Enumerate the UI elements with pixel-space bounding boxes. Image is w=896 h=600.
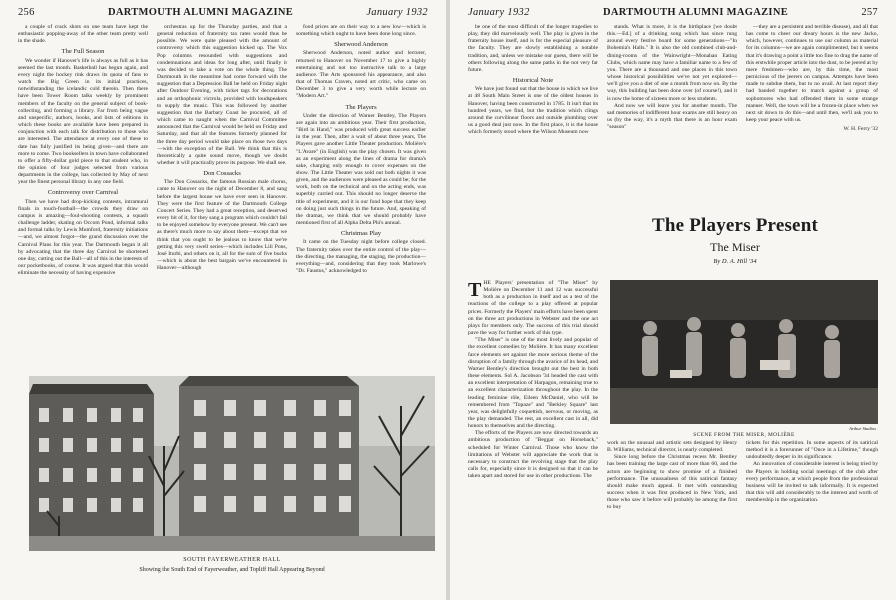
paragraph: tickets for this repetition. In some aspects of its satirical method it is a forerunner of "Once in a Lifetime," though undoubtedly deeper in its significance. bbox=[746, 440, 878, 461]
paragraph: An innovation of considerable interest is being tried by the Players in holding social meetings of the club after every performance, at which people from the professional business will be invited to talk informally. It is expected that this will add considerably to the interest and worth of membership in the organization. bbox=[746, 461, 878, 504]
paragraph: —they are a persistent and terrible disease), and all that has come to cheer our dreary hours is the new Jacko, which, however, continues to use our column as material for its columns—we are again complimented, but it seems that it's drawing a point a little too fine to drag the name of this erstwhile proper article into the dust, to be jeered at by mere freshmen—who are, by this time, the most pernicious of the jeerers on campus. Attempts have been made to subdue them, but to no avail. At last report they had banded together to march against a group of sophomores who had offended them in some strange manner. Well, the town will be a frozen-in place when we next sit down to do this—and until then, we'll ask you to keep your peace with us. bbox=[746, 24, 878, 124]
right-page bbox=[450, 0, 896, 600]
paragraph: We wonder if Hanover's life is always as full as it has seemed the last month. Basketball has begun again, and every night the hockey rink draws its quota of fans to watch the Big Green in its initial practices, notwithstanding the icelandic cold therein. Then there have been Tower Room talks weekly by prominent members of the faculty on the general subject of book-collecting, and forming a library. Far from being vague and unspecific, authors, books, and lists of editions in which these books are available have been prepared in conjunction with each talk for distribution to those who are interested. The attendance at every one of these to date has fully justified its being given—and there are more to come. Two booksellers in town have collaborated to offer a fifty-dollar gold piece to that student who, in the opinion of four judges selected from various departments in the college, has collected by May of next year the finest personal library in any one field. bbox=[18, 57, 148, 186]
left-page bbox=[0, 0, 446, 600]
building-illustration bbox=[29, 376, 435, 551]
paragraph: stands. What is more, it is the birthplace [we doubt this.—Ed.] of a drinking song which has since rung around every festive board for some generations—"In Bohemia's Halls." It is also the old combined club-and-dining-rooms of the Wainwright—Monahan Eating Clubs, which name may have a familiar name to a few of you. There are a thousand and one places in this town whose historical possibilities we've not yet explored—we'll give you a diet of one a month from now on. By the way, this building has been done over (of course!), and it is now the home of sixteen more or less students. bbox=[607, 24, 737, 102]
issue-date: January 1932 bbox=[468, 7, 530, 18]
photo-caption: SCENE FROM THE MISER, MOLIÈRE bbox=[693, 432, 795, 438]
paragraph: work on the unusual and artistic sets designed by Henry B. Williams, technical director, is nearly completed. bbox=[607, 440, 737, 454]
paragraph: Under the direction of Warner Bentley, The Players are again into an ambitious year. Their first production, "Bird in Hand," was produced with great success earlier in the year. Then, after a wait of about three years, The Players gave another Little Theater production. Molière's "L'Avare" (in English) was the play chosen. It was given as an experiment along the lines of drama for drama's sake, charging only enough to cover expenses on the show. The Little Theater was sold out both nights it was given, and the audiences were pleased as could be; for the work, both on the technical and on the acting ends, was superbly carried out. This should no longer deserve the title of experiment, and it is our fond hope that they keep on doing just such things in the future. And, speaking of the dramas, we think that we should probably have mentioned first of all Alpha Delta Phi's annual. bbox=[296, 112, 426, 227]
paragraph: The efforts of the Players are now directed towards an ambitious production of "Beggar on Horseback," scheduled for Winter Carnival. Those who know the limitations of Webster will appreciate the work that is necessary to construct the revolving stage that the play calls for, especially since it is designed so that it can be taken apart and stored for use in other productions. The bbox=[468, 430, 598, 480]
column-2 bbox=[157, 24, 287, 376]
article-column-1 bbox=[468, 280, 598, 590]
section-heading: Controversy over Carnival bbox=[47, 189, 119, 197]
article-column-2 bbox=[607, 440, 737, 590]
article-byline: By D. A. Hill '34 bbox=[713, 258, 757, 265]
paragraph: a couple of crack shots on one team have kept the enthusiastic popping-away of the other team pretty well in the shade. bbox=[18, 24, 148, 45]
paragraph: It came on the Tuesday night before college closed. The fraternity takes over the entire control of the play—the directing, the managing, the staging, the production—everything—and, considering that they took Marlowe's "Dr. Faustus," acknowledged to bbox=[296, 239, 426, 274]
column-3 bbox=[296, 24, 426, 376]
magazine-title: DARTMOUTH ALUMNI MAGAZINE bbox=[602, 7, 789, 18]
article-title: The Players Present bbox=[652, 215, 818, 236]
column-2 bbox=[607, 24, 737, 208]
stage-scene-illustration bbox=[610, 280, 878, 424]
page-number: 257 bbox=[861, 7, 878, 18]
paragraph: be one of the most difficult of the longer tragedies to play, they did marvelously well. The play is given in the fraternity house itself, and is for the especial pleasure of the faculty. They are slowly establishing a notable tradition, and, unless we mistake our guess, there will be others following along the same paths in the not very far future. bbox=[468, 24, 598, 73]
photo-caption-title: SOUTH FAYERWEATHER HALL bbox=[183, 557, 281, 563]
paragraph-text: HE Players' presentation of "The Miser" by Molière on December 11 and 12 was successful both as a production in itself and as a test of the reactions of the college to a play offered at popular prices. Formerly the Players' main efforts have been spent on the three act productions in Webster and the one act plays for members only. The success of this trial should pave the way for further work of this type. bbox=[468, 280, 598, 337]
column-1 bbox=[18, 24, 148, 376]
page-number: 256 bbox=[18, 7, 35, 18]
paragraph: Since long before the Christmas recess Mr. Bentley has been training the large cast of more than 60, and the actors are beginning to show promise of a finished performance. The unusualness of this satirical fantasy should make much appeal. It met with outstanding success when it was first produced in New York, and those who saw it before will probably be among the first to buy bbox=[607, 454, 737, 511]
paragraph: We have just found out that the house in which we live at 48 South Main Street is one of the oldest houses in Hanover, having been constructed in 1785. It isn't that its hundred years, we find, but the tradition which clings around the curvilinear floors and outside plumbing over us a good deal just now. In the first place, it is the house which formerly stood where the Wilson Museum now bbox=[468, 86, 598, 136]
section-heading: The Players bbox=[345, 103, 377, 111]
section-heading: Don Cossacks bbox=[203, 170, 241, 178]
issue-date: January 1932 bbox=[366, 7, 428, 18]
paragraph bbox=[468, 280, 598, 337]
article-subtitle: The Miser bbox=[710, 240, 760, 254]
section-heading: Christmas Play bbox=[340, 230, 382, 238]
magazine-title: DARTMOUTH ALUMNI MAGAZINE bbox=[107, 7, 294, 18]
the-miser-scene-photo bbox=[610, 280, 878, 424]
paragraph: The Don Cossacks, the famous Russian male chorus, came to Hanover on the night of December 8, and sang before the largest house we have ever seen in Hanover. They were the first feature of the Dartmouth College Concert Series. They had a great reception, and deserved every bit of it, for they sang a program which couldn't fail to be enjoyed somehow by everyone present. We can't see as there's much more to say about them—except that we think that you ought to be jealous to know that we're getting this very swell series—which includes Lili Pons, José Iturbi, and others on it, all for the sum of five bucks—which is about the best bargain we've encountered in Hanover—although bbox=[157, 179, 287, 272]
paragraph: Sherwood Anderson, noted author and lecturer, returned to Hanover on November 17 to give a highly entertaining and not too instructive talk to a large audience. The Arts sponsored his appearance, and also that of Thomas Craven, noted art critic, who came on December 3 to give a very worth while lecture on "Modern Art." bbox=[296, 50, 426, 100]
running-head-left bbox=[18, 7, 428, 18]
paragraph: "The Miser" is one of the most lively and popular of the excellent comedies by Molière. It has many excellent farce elements set against the more serious theme of the disruption of a family through the avarice of its head, and Warner Bentley's direction brought out the best in both these elements. Sol A. Jacobson '34 headed the cast with an excellent interpretation of Harpagon, remaining true to an excellent characterization throughout the play. In the leading feminine rôle, Eileen McDaniel, who will be remembered from "Topaze" and "Berkley Square" last year, was delightfully coquettish, nervous, or moving, as the play demanded. The rest, an excellent cast in all, did honors to themselves and the directing. bbox=[468, 337, 598, 430]
section-heading: The Full Season bbox=[61, 48, 105, 56]
photo-credit: Arthur Studios bbox=[849, 426, 876, 431]
article-column-3 bbox=[746, 440, 878, 590]
paragraph: food prices are on their way to a new low—which is something which ought to have been done long since. bbox=[296, 24, 426, 38]
paragraph: Then we have had drop-kicking contests, intramural finals in touch-football—the crowds they draw on campus is amazing—foul-shooting contests, a squash challenge ladder, skating on Occom Pond, informal talks and formal talks by Lewis Mumford, fraternity initiations—and, we almost forgot—the grand discussion over the Carnival Plans for this year. The Dartmouth began it all by advocating that the three day Carnival be shortened one day, cutting out the Ball—all of this in the interests of our pocketbooks, of course. It was argued that this would eliminate the necessity of having expensive bbox=[18, 198, 148, 277]
paragraph: orchestras up for the Thursday parties, and that a general reduction of fraternity tax rates would thus be possible. We were quite pleased with the amount of controversy which this suggestion kicked up. The Vox Pop columns resounded with suggestions and condemnations and ideas for long after, until finally it was decided to take a vote on the whole thing. The Dartmouth in the meantime had come forward with the suggestion that a Depression Ball be held on Friday night after Outdoor Evening, with ticket tags for decorations and an orthophonic victrola, provided with loudspeakers to supply the music. This was followed by another suggestion that the Barbary Coast be procured, all of which came to naught when the Carnival Committee announced that the Carnival would be held on Friday and Saturday, and that all the features formerly planned for the three day period would take place on those two days—with the exception of the Ball. We think that this is theoretically a quite sound move, though we doubt whether it will practically prove its purpose. We shall see. bbox=[157, 24, 287, 166]
photo-caption: Showing the South End of Fayerweather, and Topliff Hall Appearing Beyond bbox=[139, 567, 325, 573]
fayerweather-hall-photo bbox=[29, 376, 435, 551]
column-1 bbox=[468, 24, 598, 208]
drop-cap: T bbox=[468, 280, 482, 301]
section-heading: Sherwood Anderson bbox=[334, 41, 388, 49]
author-signature: W. H. Ferry '32 bbox=[843, 126, 878, 133]
running-head-right bbox=[468, 7, 878, 18]
paragraph: And now we will leave you for another month. The sad memories of indifferent hour exams are still heavy on us (by the way, it's a myth that there is an hour exam "season" bbox=[607, 102, 737, 131]
column-3 bbox=[746, 24, 878, 208]
section-heading: Historical Note bbox=[512, 77, 554, 85]
